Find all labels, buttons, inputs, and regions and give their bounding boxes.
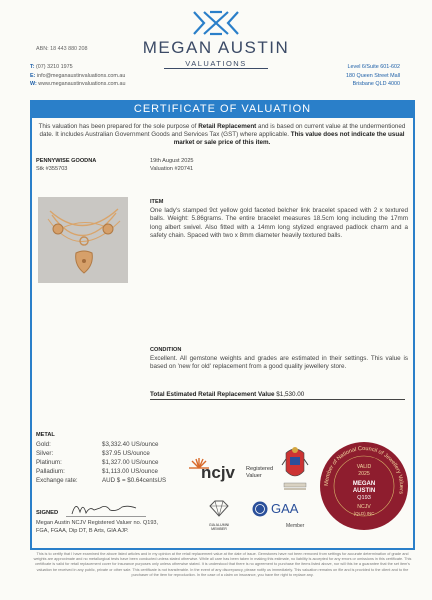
metal-label-exchange: Exchange rate:	[36, 477, 78, 484]
gia-logo	[206, 500, 232, 532]
signer-line-2: FGA, FGAA, Dip DT, B Arts, GIA AJP.	[36, 527, 129, 534]
seal-valid: VALID	[356, 464, 372, 470]
client-block	[36, 158, 96, 173]
seal-ncjv: NCJV	[357, 504, 371, 510]
ncjv-text: ncjv	[201, 463, 236, 482]
seal-name-1: MEGAN	[352, 481, 376, 487]
item-heading: ITEM	[150, 199, 164, 205]
valuation-date: 19th August 2025	[150, 158, 194, 164]
metal-heading: METAL	[36, 432, 55, 438]
item-description: One lady's stamped 9ct yellow gold faceted belcher link bracelet spaced with 2 x textured balls. Weight: 5.86grams. The entire bracelet measures 18.5cm long including the 17mm long albert swivel. Also fitted with a 14mm long stylized engraved padlock charm and a safety chain. Spaced with two x 8mm diameter heavily textured balls.	[150, 207, 408, 239]
abn-number: ABN: 18 443 880 208	[36, 46, 88, 52]
address-line-1: Level 6/Suite 601-602	[347, 64, 400, 70]
contact-block	[30, 63, 126, 89]
seal-id: Q193	[357, 495, 371, 501]
gaa-logo	[252, 497, 312, 533]
signature-line	[66, 516, 146, 517]
brand-name: MEGAN AUSTIN	[142, 38, 290, 57]
metal-label-silver: Silver:	[36, 450, 54, 457]
seal-year: 2025	[358, 471, 370, 477]
client-name: PENNYWISE GOODNA	[36, 158, 97, 164]
legal-footer: This is to certify that I have examined the above listed articles and in my opinion at the retail replacement value at the date of issue. Gemstones have not been removed from settings for accurate determination of grade and weights are approximate and no metallurgical tests have been conducted unless stated otherwise. While all care has been taken in making this estimate, no liability is accepted for any errors or omissions in this certificate. This certificate is valid for retail replacement cover for insurance purposes only unless otherwise stated. It is understood that there is no agreement to purchase the items listed above, nor will this be a guarantee that the set item's valuation be received in any public, private or other sale. This certificate is not transferable. In the event of any discrepancy, please notify us immediately. This valuation remains on file and is provided to the client and to the purchaser of the item for reproduction. In the case of a claim on insurance, you have the right to replace any.	[33, 552, 412, 577]
metal-label-palladium: Palladium:	[36, 468, 65, 475]
phone-number[interactable]: (07) 3210 1975	[36, 64, 73, 70]
intro-paragraph: This valuation has been prepared for the sole purpose of Retail Replacement and is based on current value at the undermentioned date. It includes Australian Government Goods and Services Tax (GST) where applicable. This value does not indicate the usual market or sale price of this item.	[38, 123, 406, 146]
metal-label-gold: Gold:	[36, 441, 51, 448]
address-line-2: 180 Queen Street Mall	[346, 72, 400, 79]
purpose-bold: Retail Replacement	[198, 123, 257, 130]
metal-label-platinum: Platinum:	[36, 459, 62, 466]
seal-qld: (QLD) INC	[353, 511, 375, 516]
gaa-text: GAA	[271, 501, 299, 516]
condition-heading: CONDITION	[150, 347, 182, 353]
website-line: W: www.meganaustinvaluations.com.au	[30, 81, 126, 87]
email-line: E: info@meganaustinvaluations.com.au	[30, 72, 126, 79]
logo-icon	[190, 8, 242, 38]
gia-diamond-icon	[206, 500, 232, 518]
email-link[interactable]: info@meganaustinvaluations.com.au	[36, 72, 126, 79]
valuation-number: Valuation #20741	[150, 165, 194, 172]
total-underline	[150, 399, 405, 400]
metal-value-palladium: $1,113.00 US/ounce	[102, 468, 158, 475]
disclaimer-bold: This value does not indicate the usual market or sale price of this item.	[173, 131, 405, 146]
item-photo	[38, 197, 128, 283]
gia-text: GIA ALUMNI MEMBER	[208, 523, 230, 532]
seal-ring-text: Member of National Council of Jewellery Valuers	[323, 445, 405, 495]
metal-value-platinum: $1,327.00 US/ounce	[102, 459, 159, 466]
phone-line: T: (07) 3210 1975	[30, 64, 73, 70]
gaa-emblem-icon	[252, 501, 268, 517]
coat-of-arms-icon	[280, 445, 310, 493]
website-link[interactable]: www.meganaustinvaluations.com.au	[38, 81, 126, 87]
total-value-row	[150, 391, 304, 398]
condition-text: Excellent. All gemstone weights and grades are estimated in their settings. This value is based on 'new for old' replacement from a good quality jewellery store.	[150, 355, 408, 371]
address-block	[346, 63, 400, 89]
seal-name-2: AUSTIN	[352, 488, 376, 494]
signer-line-1: Megan Austin NCJV Registered Valuer no. Q193,	[36, 520, 159, 526]
metal-value-gold: $3,332.40 US/ounce	[102, 441, 159, 448]
ncjv-logo	[188, 455, 278, 490]
certificate-title: CERTIFICATE OF VALUATION	[30, 100, 415, 118]
valuation-info	[150, 158, 194, 173]
brand-divider	[164, 68, 268, 69]
brand-subtitle: VALUATIONS	[185, 59, 247, 68]
address-line-3: Brisbane QLD 4000	[352, 81, 400, 87]
metal-value-silver: $37.95 US/ounce	[102, 450, 150, 457]
total-value: $1,530.00	[276, 391, 305, 398]
ncjv-seal	[319, 441, 409, 531]
metal-value-exchange: AUD $ = $0.64centsUS	[102, 477, 167, 484]
gaa-member: Member	[286, 523, 305, 529]
signed-label: SIGNED	[36, 510, 59, 516]
ncjv-subtext: Registered Valuer	[246, 466, 274, 479]
stock-number: Stk #355703	[36, 165, 68, 172]
signature-image	[70, 498, 140, 518]
total-label: Total Estimated Retail Replacement Value	[150, 391, 275, 398]
